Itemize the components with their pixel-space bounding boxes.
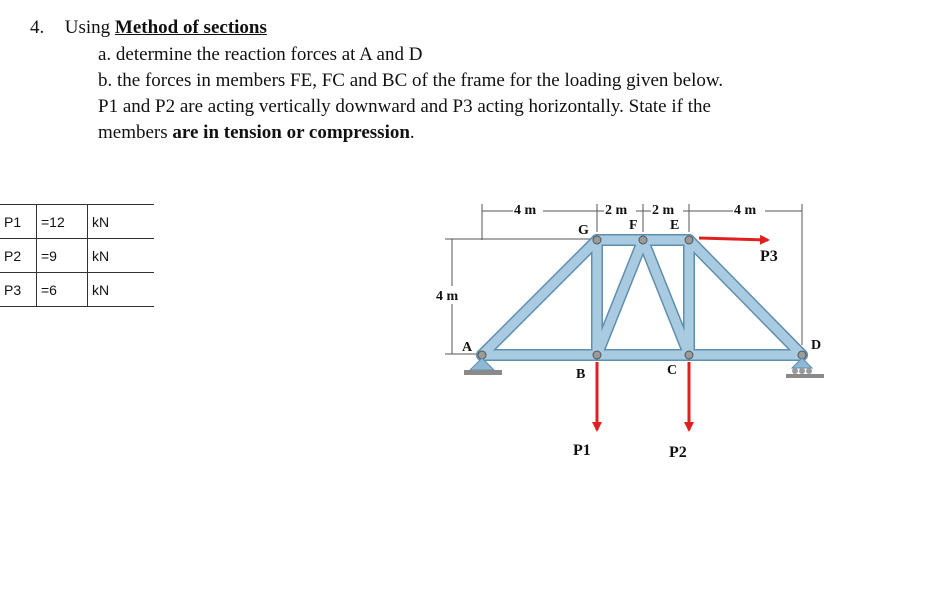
member-ag xyxy=(482,240,597,355)
dim-label-3: 2 m xyxy=(652,203,675,218)
pin-g xyxy=(593,236,601,244)
pin-e xyxy=(685,236,693,244)
pin-c xyxy=(685,351,693,359)
node-label-a: A xyxy=(462,340,473,355)
load-value: =6 xyxy=(37,273,88,307)
pin-b xyxy=(593,351,601,359)
node-label-b: B xyxy=(576,367,586,382)
load-name: P1 xyxy=(0,205,37,239)
member-ed xyxy=(689,240,802,355)
load-label-p2: P2 xyxy=(669,444,687,461)
question-lead: Using xyxy=(64,17,111,38)
part-a-text: a. determine the reaction forces at A and D xyxy=(98,44,423,65)
load-value: =12 xyxy=(37,205,88,239)
load-unit: kN xyxy=(88,205,155,239)
load-name: P2 xyxy=(0,239,37,273)
load-label-p1: P1 xyxy=(573,442,591,459)
truss-members xyxy=(482,240,802,355)
load-unit: kN xyxy=(88,239,155,273)
node-label-d: D xyxy=(811,338,822,353)
dim-label-4: 4 m xyxy=(734,203,757,218)
members-word: members xyxy=(98,122,168,143)
load-label-p3: P3 xyxy=(760,248,778,265)
arrow-p3 xyxy=(699,238,768,240)
tension-compression-phrase: are in tension or compression xyxy=(172,122,410,143)
question-title: Method of sections xyxy=(114,17,267,38)
node-label-e: E xyxy=(670,218,680,233)
load-value: =9 xyxy=(37,239,88,273)
member-fc xyxy=(643,240,689,355)
node-label-g: G xyxy=(578,223,589,238)
member-bf xyxy=(597,240,643,355)
load-unit: kN xyxy=(88,273,155,307)
node-label-c: C xyxy=(667,363,678,378)
period: . xyxy=(409,122,415,143)
dim-label-2: 2 m xyxy=(605,203,628,218)
loading-description: P1 and P2 are acting vertically downward and P3 acting horizontally. State if the xyxy=(98,96,711,117)
dim-label-1: 4 m xyxy=(514,203,537,218)
question-number: 4. xyxy=(30,17,45,38)
height-label: 4 m xyxy=(436,289,459,304)
part-b-text: b. the forces in members FE, FC and BC of the frame for the loading given below. xyxy=(98,70,724,91)
pin-f xyxy=(639,236,647,244)
load-name: P3 xyxy=(0,273,37,307)
node-label-f: F xyxy=(629,218,638,233)
